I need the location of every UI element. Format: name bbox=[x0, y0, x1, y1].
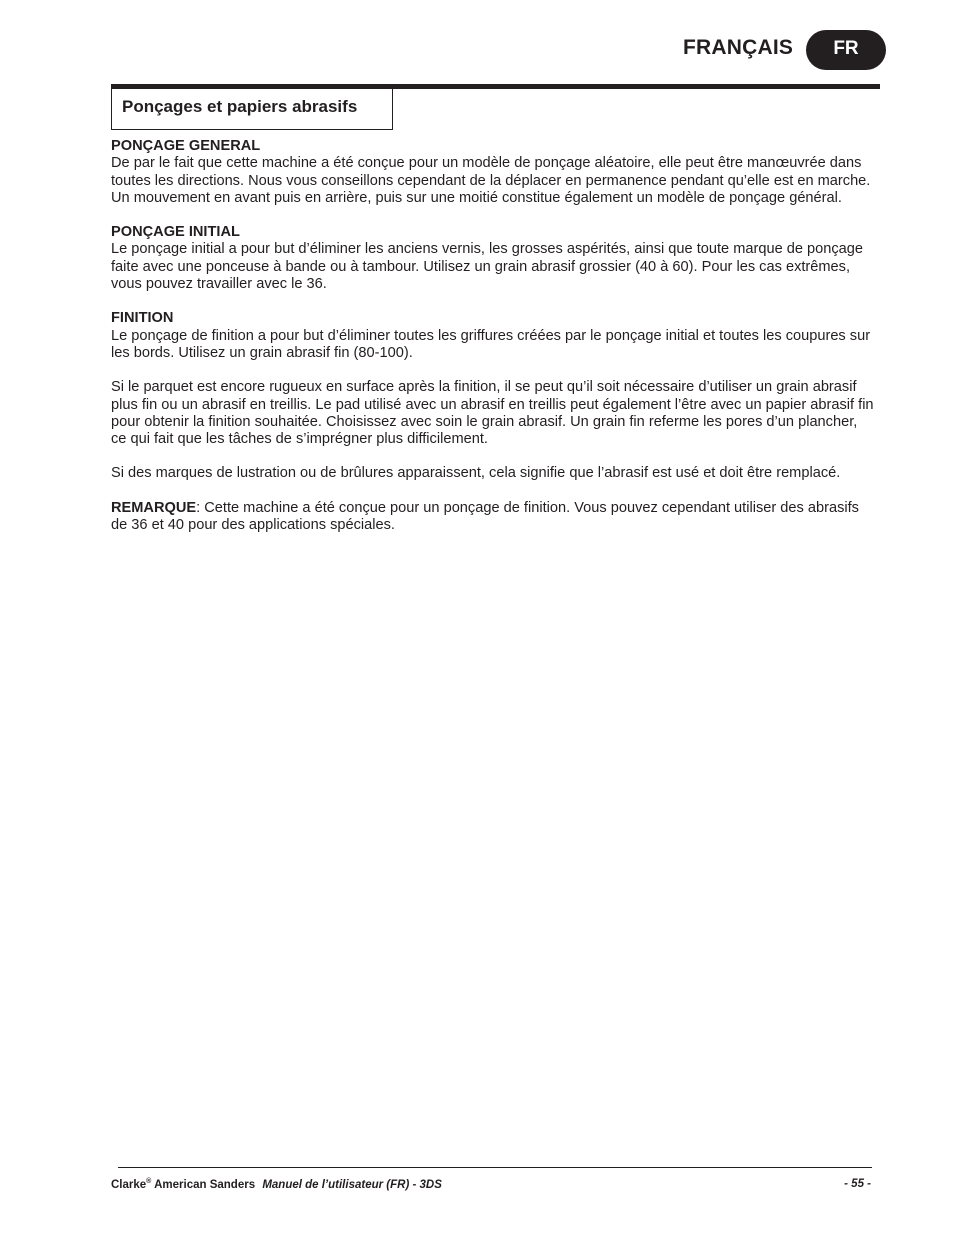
heading-general: PONÇAGE GENERAL bbox=[111, 138, 261, 154]
note-text: : Cette machine a été conçue pour un ponçage de finition. Vous pouvez cependant utiliser des abrasifs de 36 et 40 pour des applications spéciales. bbox=[111, 499, 859, 534]
language-badge: FR bbox=[806, 30, 886, 70]
page-number: - 55 - bbox=[844, 1178, 871, 1190]
language-label: FRANÇAIS bbox=[683, 36, 794, 59]
section-title: Ponçages et papiers abrasifs bbox=[122, 97, 358, 116]
section-general bbox=[111, 138, 876, 207]
footer bbox=[111, 1178, 871, 1191]
text-general: De par le fait que cette machine a été conçue pour un modèle de ponçage aléatoire, elle peut être manœuvrée dans toutes les directions. Nous vous conseillons cependant de la déplacer en permanence pendant qu’elle est en marche. Un mouvement en avant puis en arrière, puis sur une moitié constitue également un modèle de ponçage général. bbox=[111, 155, 871, 206]
section-initial bbox=[111, 224, 876, 293]
note-label: REMARQUE bbox=[111, 499, 197, 516]
footer-manual-title: Manuel de l’utilisateur (FR) - 3DS bbox=[262, 1178, 442, 1191]
registered-mark: ® bbox=[146, 1178, 152, 1185]
footer-brand bbox=[111, 1179, 255, 1191]
content bbox=[111, 138, 876, 551]
brand-name: Clarke bbox=[111, 1178, 147, 1191]
text-initial: Le ponçage initial a pour but d’éliminer les anciens vernis, les grosses aspérités, ainsi que toute marque de ponçage faite avec une ponceuse à bande ou à tambour. Utilisez un grain abrasif grossier (40 à 60). Pour les cas extrêmes, vous pouvez travailler avec le 36. bbox=[111, 241, 864, 293]
heading-finition: FINITION bbox=[111, 310, 174, 327]
paragraph-burn-marks: Si des marques de lustration ou de brûlures apparaissent, cela signifie que l’abrasif est usé et doit être remplacé. bbox=[111, 465, 841, 482]
text-finition: Le ponçage de finition a pour but d’éliminer toutes les griffures créées par le ponçage initial et toutes les coupures sur les bords. Utilisez un grain abrasif fin (80-100). bbox=[111, 327, 871, 361]
section-finition bbox=[111, 310, 876, 362]
company-name: American Sanders bbox=[151, 1178, 256, 1191]
heading-initial: PONÇAGE INITIAL bbox=[111, 224, 240, 241]
paragraph-rough-floor: Si le parquet est encore rugueux en surface après la finition, il se peut qu’il soit nécessaire d’utiliser un grain abrasif plus fin ou un abrasif en treillis. Le pad utilisé avec un abrasif en treillis peut également l’être avec un papier abrasif fin pour obtenir la finition souhaitée. Choisissez avec soin le grain abrasif. Un grain fin referme les pores d’un plancher, ce qui fait que les tâches de s’imprégner plus difficilement. bbox=[111, 379, 874, 448]
footer-rule bbox=[118, 1167, 872, 1168]
note-paragraph bbox=[111, 500, 876, 535]
